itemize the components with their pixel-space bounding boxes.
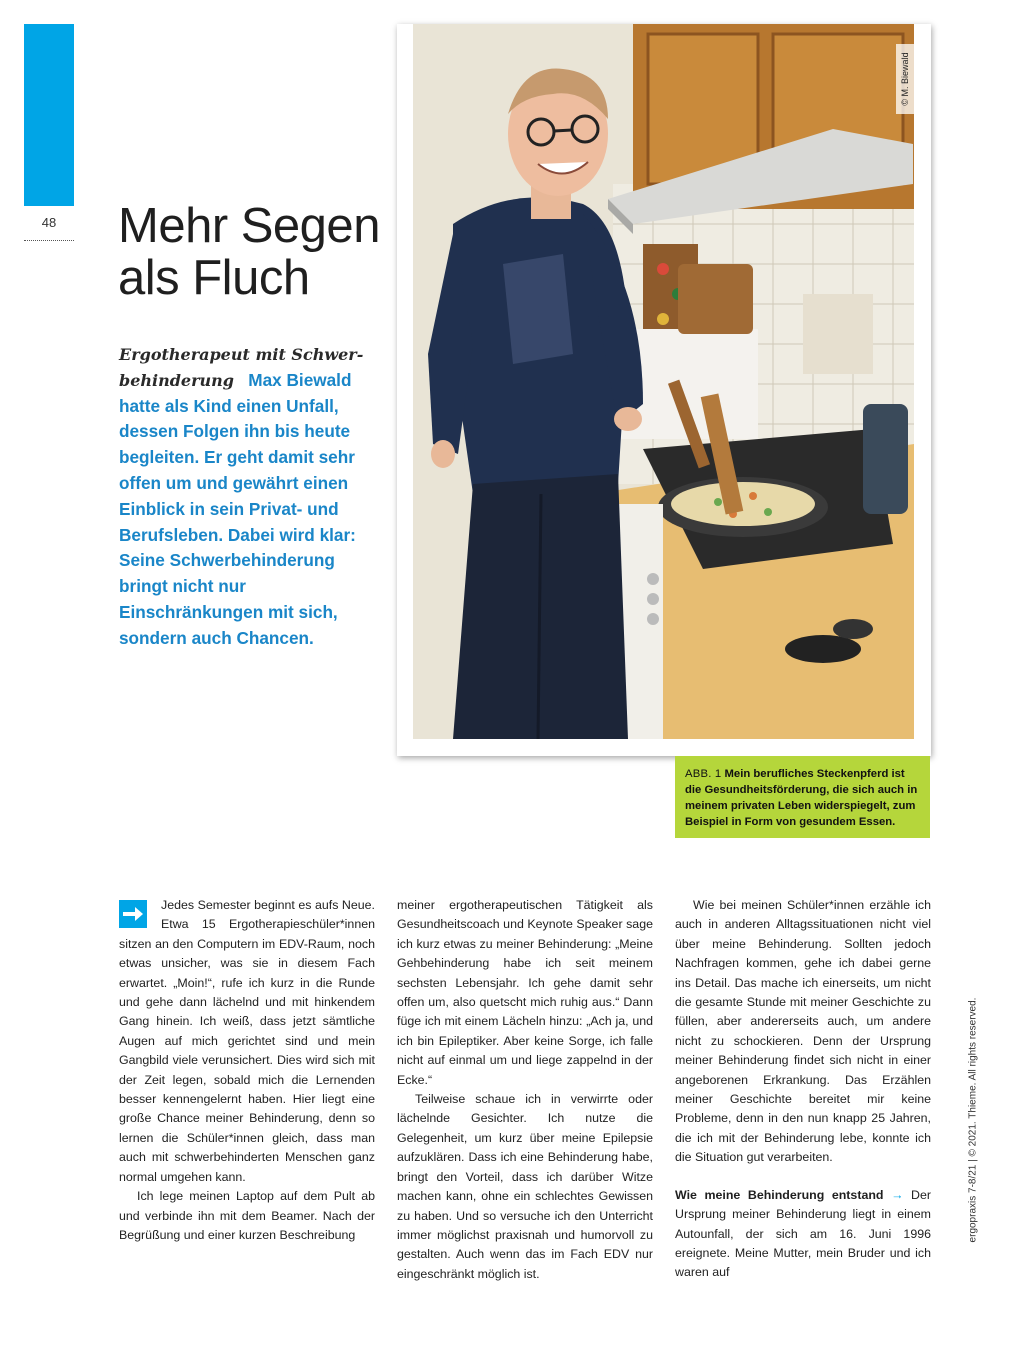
title-line-1: Mehr Segen — [118, 199, 380, 253]
photo-credit-text: © M. Biewald — [900, 52, 910, 106]
paragraph: Teilweise schaue ich in verwirrte oder lächelnde Gesichter. Ich nutze die Gelegenheit, um kurz über meine Epilepsie aufzuklären. Dass ich eine Behinderung habe, bringt den Vorteil, dass ich darüber Witze machen kann, ohne ein schlechtes Gewissen zu haben. Und so versuche ich den Unterricht immer möglichst praxisnah und humorvoll zu gestalten. Auch wenn das im Fach EDV nur eingeschränkt möglich ist. — [397, 1092, 653, 1281]
body-column-1 — [119, 896, 375, 1245]
section-paragraph — [675, 1186, 931, 1283]
start-arrow-icon — [119, 900, 147, 928]
figure-label: ABB. 1 — [685, 768, 722, 780]
journal-footer-text: ergopraxis 7-8/21 | © 2021. Thieme. All rights reserved. — [967, 997, 979, 1243]
paragraph: Wie bei meinen Schüler*innen erzähle ich auch in anderen Alltagssituationen nicht viel über meine Behinderung. Sollten jedoch Nachfragen kommen, gehe ich dabei gerne ins Detail. Das mache ich einerseits, um nicht die gesamte Stunde mit meiner Geschichte zu füllen, aber andererseits auch, um andere nicht zu schockieren. Denn der Ursprung meiner Behinderung findet sich nicht in einer angeborenen Erkrankung. Das Erzählen meiner Geschichte bereitet mir keine Probleme, denn in den nun knapp 25 Jahren, die ich mit der Behinderung lebe, konnte ich die Situation gut verarbeiten. — [675, 898, 931, 1165]
section-heading: Wie meine Behinderung entstand — [675, 1187, 884, 1202]
figure-caption-text: Mein berufliches Steckenpferd ist die Gesundheitsförderung, die sich auch in meinem privaten Leben widerspiegelt, zum Beispiel in Form von gesundem Essen. — [685, 768, 918, 828]
page-number-rule — [24, 240, 74, 241]
paragraph: Ich lege meinen Laptop auf dem Pult ab und verbinde ihn mit dem Beamer. Nach der Begrüßung und einer kurzen Beschreibung — [119, 1189, 375, 1242]
paragraph: meiner ergotherapeutischen Tätigkeit als Gesundheitscoach und Keynote Speaker sage ich kurz etwas zu meiner Behinderung: „Meine Gehbehinderung habe ich seit meinem sechsten Lebensjahr. Ich gehe damit sehr offen um, also quetscht mich ruhig aus.“ Dann füge ich mit einem Lächeln hinzu: „Ach ja, und ich bin Epileptiker. Aber keine Sorge, ich falle nicht auf einmal um und liege zappelnd in der Ecke.“ — [397, 898, 653, 1087]
body-column-2 — [397, 896, 653, 1284]
title-line-2: als Fluch — [118, 251, 310, 305]
paragraph-text: Der Ursprung meiner Behinderung liegt in einem Autounfall, der sich am 16. Juni 1996 ereignete. Meine Mutter, mein Bruder und ich waren auf — [675, 1187, 931, 1280]
page-number: 48 — [41, 215, 57, 230]
article-intro — [119, 342, 381, 652]
intro-lead: Max Biewald hatte als Kind einen Unfall, dessen Folgen ihn bis heute begleiten. Er geht damit sehr offen um und gewährt einen Einblick in sein Privat- und Berufsleben. Dabei wird klar: Seine Schwerbehinderung bringt nicht nur Einschränkungen mit sich, sondern auch Chancen. — [119, 369, 356, 648]
figure-caption — [675, 756, 930, 838]
journal-footer — [963, 997, 983, 1243]
accent-bar — [24, 24, 74, 206]
arrow-right-icon: → — [891, 1187, 904, 1202]
article-title — [118, 200, 398, 304]
kitchen-photo — [413, 24, 914, 739]
paragraph: Jedes Semester beginnt es aufs Neue. Etwa 15 Ergotherapieschüler*innen sitzen an den Computern im EDV-Raum, noch etwas unsicher, was sie in diesem Fach erwartet. „Moin!“, rufe ich kurz in die Runde und gehe dann lächelnd und mit hinkendem Gang hinein. Ich weiß, dass jetzt sämtliche Augen auf mich gerichtet sind und mein Gangbild viele verunsichert. Dies wird sich mit der Zeit legen, sobald mich die Lernenden besser kennengelernt haben. Hier liegt eine große Chance meiner Behinderung, denn so lernen die Schüler*innen gleich, dass man auch mit schwerbehinderten Menschen ganz normal umgehen kann. — [119, 898, 375, 1184]
body-column-3 — [675, 896, 931, 1283]
intro-kicker: Ergotherapeut mit Schwer-behinderung — [119, 345, 364, 390]
photo-credit — [896, 44, 914, 114]
